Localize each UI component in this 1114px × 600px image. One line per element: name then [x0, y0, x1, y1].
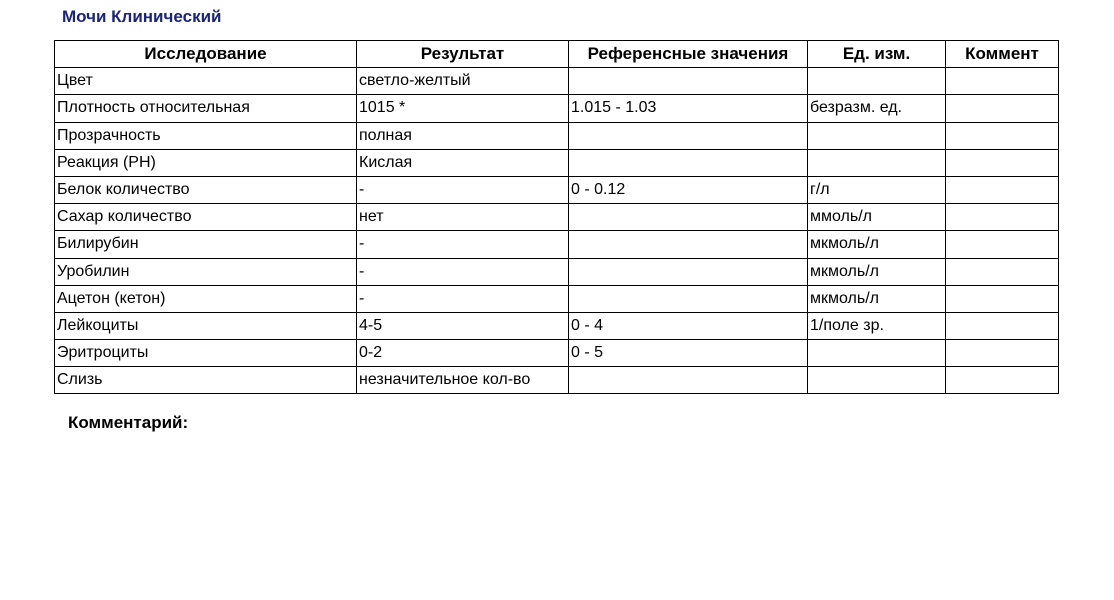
- table-row: [55, 367, 1059, 394]
- cell-unit: мкмоль/л: [808, 285, 946, 312]
- cell-result: нет: [357, 204, 569, 231]
- cell-comment: [946, 149, 1059, 176]
- cell-test: Реакция (PH): [55, 149, 357, 176]
- cell-reference: [569, 367, 808, 394]
- cell-result: -: [357, 285, 569, 312]
- cell-reference: [569, 68, 808, 95]
- cell-comment: [946, 285, 1059, 312]
- cell-result: Кислая: [357, 149, 569, 176]
- cell-reference: [569, 285, 808, 312]
- cell-test: Цвет: [55, 68, 357, 95]
- cell-test: Слизь: [55, 367, 357, 394]
- cell-result: 1015 *: [357, 95, 569, 122]
- cell-comment: [946, 367, 1059, 394]
- report-title: Мочи Клинический: [62, 7, 222, 26]
- cell-unit: [808, 68, 946, 95]
- cell-reference: [569, 258, 808, 285]
- header-test: Исследование: [55, 41, 357, 68]
- table-row: [55, 68, 1059, 95]
- cell-comment: [946, 231, 1059, 258]
- cell-unit: мкмоль/л: [808, 258, 946, 285]
- cell-comment: [946, 122, 1059, 149]
- cell-reference: [569, 149, 808, 176]
- results-table: [54, 40, 1059, 394]
- cell-unit: безразм. ед.: [808, 95, 946, 122]
- cell-test: Ацетон (кетон): [55, 285, 357, 312]
- cell-comment: [946, 95, 1059, 122]
- header-unit: Ед. изм.: [808, 41, 946, 68]
- cell-result: 4-5: [357, 312, 569, 339]
- cell-result: -: [357, 176, 569, 203]
- cell-comment: [946, 340, 1059, 367]
- table-row: [55, 340, 1059, 367]
- header-comment: Коммент: [946, 41, 1059, 68]
- cell-reference: [569, 231, 808, 258]
- cell-comment: [946, 204, 1059, 231]
- cell-comment: [946, 68, 1059, 95]
- cell-test: Белок количество: [55, 176, 357, 203]
- cell-unit: ммоль/л: [808, 204, 946, 231]
- cell-result: полная: [357, 122, 569, 149]
- cell-result: светло-желтый: [357, 68, 569, 95]
- cell-result: 0-2: [357, 340, 569, 367]
- cell-test: Эритроциты: [55, 340, 357, 367]
- cell-unit: [808, 367, 946, 394]
- table-row: [55, 149, 1059, 176]
- cell-reference: [569, 122, 808, 149]
- cell-test: Сахар количество: [55, 204, 357, 231]
- comment-label: Комментарий:: [68, 413, 189, 432]
- cell-reference: 0 - 0.12: [569, 176, 808, 203]
- header-reference: Референсные значения: [569, 41, 808, 68]
- table-row: [55, 312, 1059, 339]
- cell-result: -: [357, 231, 569, 258]
- cell-reference: 1.015 - 1.03: [569, 95, 808, 122]
- table-row: [55, 204, 1059, 231]
- table-row: [55, 285, 1059, 312]
- table-row: [55, 231, 1059, 258]
- cell-unit: 1/поле зр.: [808, 312, 946, 339]
- cell-result: -: [357, 258, 569, 285]
- cell-test: Плотность относительная: [55, 95, 357, 122]
- table-row: [55, 122, 1059, 149]
- cell-test: Билирубин: [55, 231, 357, 258]
- cell-reference: 0 - 4: [569, 312, 808, 339]
- cell-test: Уробилин: [55, 258, 357, 285]
- cell-reference: [569, 204, 808, 231]
- table-row: [55, 95, 1059, 122]
- cell-test: Лейкоциты: [55, 312, 357, 339]
- cell-reference: 0 - 5: [569, 340, 808, 367]
- cell-test: Прозрачность: [55, 122, 357, 149]
- cell-comment: [946, 312, 1059, 339]
- cell-unit: мкмоль/л: [808, 231, 946, 258]
- cell-result: незначительное кол-во: [357, 367, 569, 394]
- header-result: Результат: [357, 41, 569, 68]
- cell-comment: [946, 258, 1059, 285]
- table-row: [55, 176, 1059, 203]
- cell-unit: [808, 122, 946, 149]
- cell-unit: г/л: [808, 176, 946, 203]
- cell-unit: [808, 149, 946, 176]
- table-row: [55, 258, 1059, 285]
- table-header-row: [55, 41, 1059, 68]
- cell-comment: [946, 176, 1059, 203]
- cell-unit: [808, 340, 946, 367]
